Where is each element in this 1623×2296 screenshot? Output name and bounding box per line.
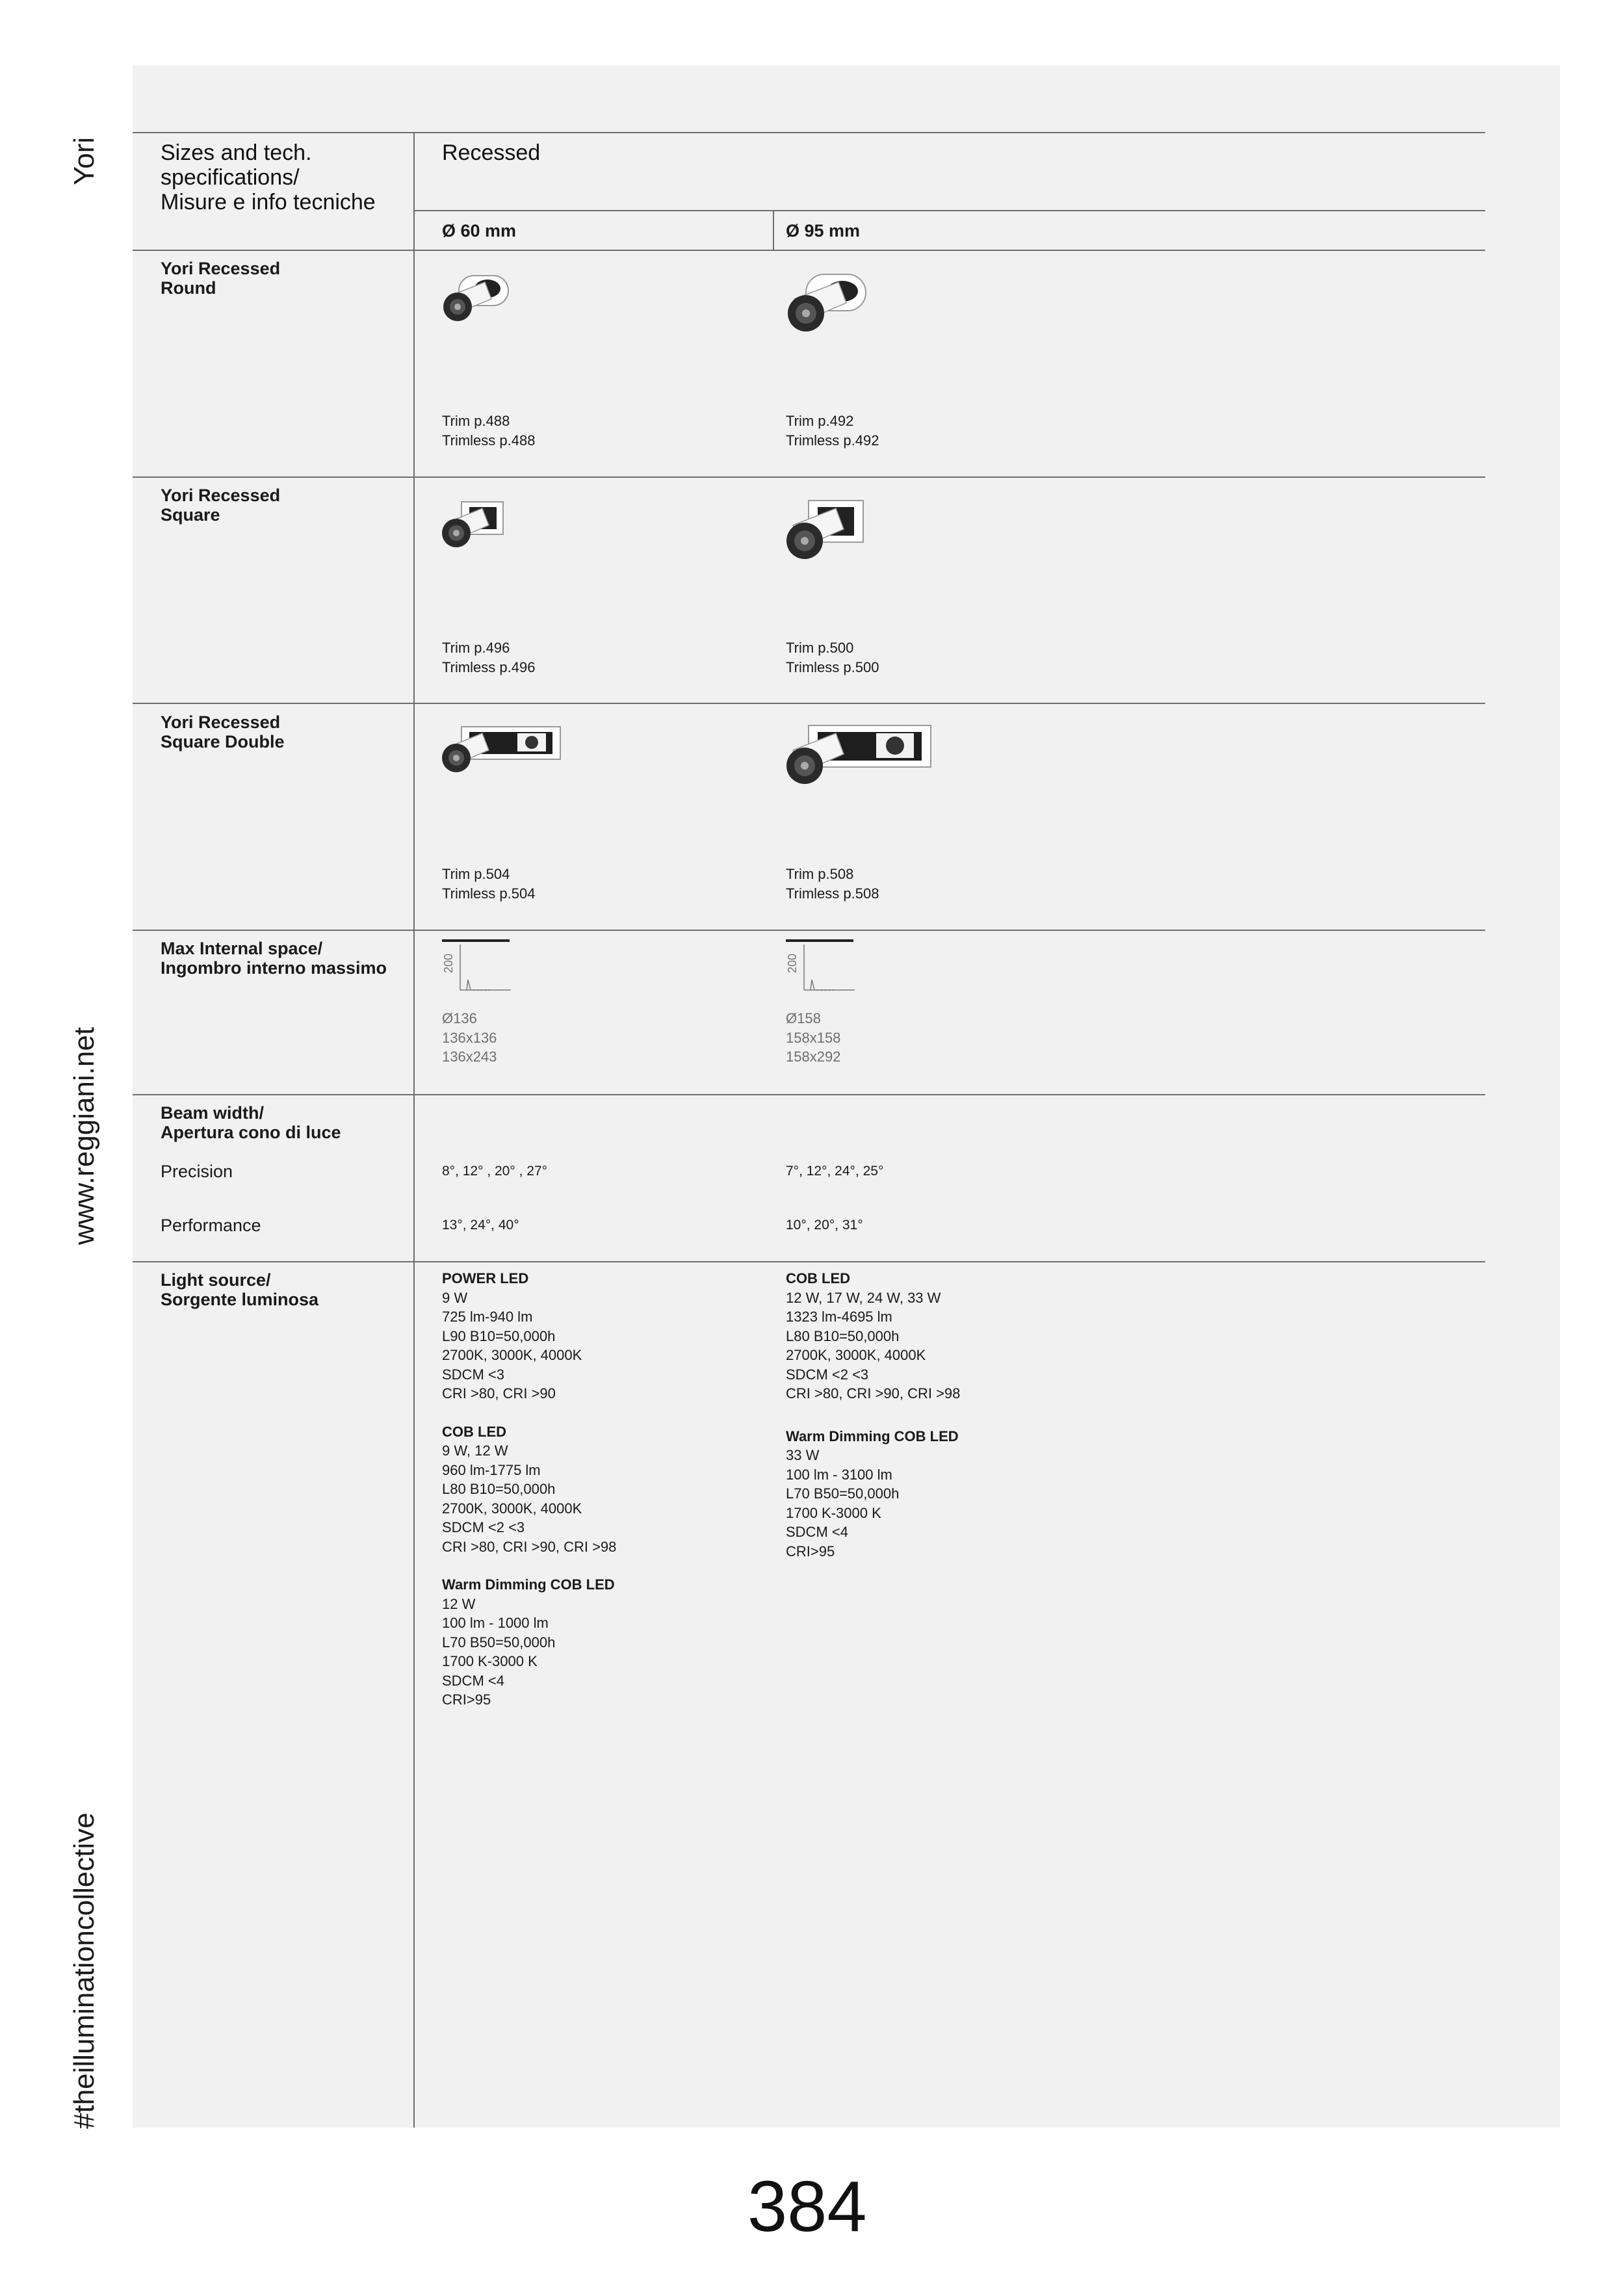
square-95-pages: Trim p.500 Trimless p.500 (786, 640, 879, 675)
page-number: 384 (747, 2167, 867, 2247)
yori-square-60-image (439, 501, 511, 556)
led-title: Warm Dimming COB LED (786, 1428, 959, 1444)
space-diagram-60 (441, 939, 519, 991)
column-header-95: Ø 95 mm (786, 221, 861, 241)
precision-95: 7°, 12°, 24°, 25° (786, 1164, 884, 1179)
space-60-values: Ø136 136x136 136x243 (442, 1010, 497, 1065)
space-dim-label-60: 200 (442, 953, 455, 973)
column-divider (413, 132, 415, 2128)
row-label-max-space: Max Internal space/ Ingombro interno massimo (161, 939, 387, 978)
light-source-60: POWER LED 9 W 725 lm-940 lm L90 B10=50,000h 2700K, 3000K, 4000K SDCM <3 CRI >80, CRI >90 COB LED 9 W, 12 W 960 lm-1775 lm L80 B10=50,000h 2700K, 3000K, 4000K SDCM <2 <3 CRI >80, CRI >90, CRI >98 Warm Dimming COB LED 12 W 100 lm - 1000 lm L70 B50=50,000h 1700 K-3000 K SDCM <4 CRI>95 (442, 1270, 617, 1708)
row-label-beam: Beam width/ Apertura cono di luce (161, 1103, 341, 1142)
yori-double-95-image (784, 724, 933, 796)
round-60-pages: Trim p.488 Trimless p.488 (442, 413, 536, 449)
yori-round-95-image (784, 273, 868, 338)
space-dim-label-95: 200 (786, 953, 799, 973)
row-label-square-double: Yori Recessed Square Double (161, 712, 285, 751)
performance-60: 13°, 24°, 40° (442, 1218, 519, 1233)
side-family-label: Yori (68, 137, 100, 185)
section-title: Recessed (442, 140, 541, 165)
rule-space (133, 1094, 1485, 1095)
led-title: COB LED (786, 1270, 850, 1286)
rule-beam (133, 1261, 1485, 1262)
row-label-square: Yori Recessed Square (161, 486, 281, 525)
led-title: COB LED (442, 1423, 506, 1440)
square-60-pages: Trim p.496 Trimless p.496 (442, 640, 536, 675)
round-95-pages: Trim p.492 Trimless p.492 (786, 413, 879, 449)
led-title: Warm Dimming COB LED (442, 1576, 615, 1593)
yori-square-95-image (784, 499, 868, 571)
column-header-60: Ø 60 mm (442, 221, 517, 241)
led-title: POWER LED (442, 1270, 529, 1286)
rule-round (133, 476, 1485, 478)
side-website-label: www.reggiani.net (68, 1026, 100, 1245)
yori-round-60-image (439, 273, 511, 328)
precision-60: 8°, 12° , 20° , 27° (442, 1164, 548, 1179)
side-hashtag-label: #theilluminationcollective (68, 1812, 100, 2129)
double-60-pages: Trim p.504 Trimless p.504 (442, 866, 536, 902)
row-label-light-source: Light source/ Sorgente luminosa (161, 1270, 319, 1309)
precision-label: Precision (161, 1162, 233, 1181)
yori-double-60-image (439, 725, 563, 784)
rule-double (133, 930, 1485, 931)
row-label-round: Yori Recessed Round (161, 259, 281, 298)
performance-label: Performance (161, 1216, 261, 1235)
rule-square (133, 703, 1485, 704)
column-divider-2 (773, 210, 774, 250)
rule-section (414, 210, 1485, 211)
light-source-95: COB LED 12 W, 17 W, 24 W, 33 W 1323 lm-4695 lm L80 B10=50,000h 2700K, 3000K, 4000K SDCM <2 <3 CRI >80, CRI >90, CRI >98 Warm Dimming COB LED 33 W 100 lm - 3100 lm L70 B50=50,000h 1700 K-3000 K SDCM <4 CRI>95 (786, 1270, 961, 1559)
double-95-pages: Trim p.508 Trimless p.508 (786, 866, 879, 902)
space-95-values: Ø158 158x158 158x292 (786, 1010, 841, 1065)
rule-top (133, 132, 1485, 133)
spec-panel (133, 66, 1560, 2128)
table-heading: Sizes and tech. specifications/ Misure e info tecniche (161, 140, 376, 215)
space-diagram-95 (785, 939, 863, 991)
performance-95: 10°, 20°, 31° (786, 1218, 863, 1233)
rule-columns (133, 250, 1485, 251)
